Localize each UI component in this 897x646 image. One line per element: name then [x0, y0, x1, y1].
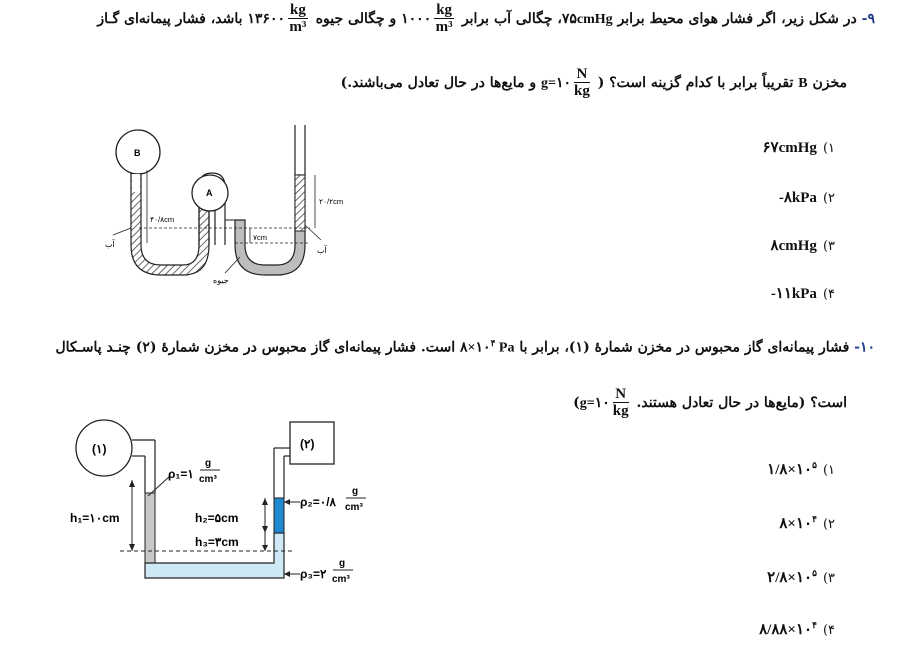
q10-text-c: است؟ (مایع‌ها در حال تعادل هستند. [636, 395, 847, 411]
q10-option-3[interactable] [767, 568, 835, 587]
q9-option-3-label: ۳) [822, 239, 835, 254]
q10-g-value: g=۱۰ [579, 396, 610, 411]
q10-rho2-unit-cm3: cm³ [345, 502, 363, 513]
q10-h1-label: h₁=۱۰cm [70, 511, 120, 525]
q9-h2-label: ۷cm [253, 233, 268, 242]
q10-rho3-label: ρ₃=۲ [300, 567, 327, 581]
q9-option-1-label: ۱) [822, 141, 835, 156]
q9-option-2-label: ۲) [822, 191, 835, 206]
q9-diagram [95, 125, 355, 285]
q10-option-3-value: $۲/۸\times ۱۰^۵$ [767, 568, 817, 586]
q10-text-a: فشار پیمانه‌ای گاز محبوس در مخزن شمارهٔ (۱)، برابر با [519, 339, 850, 356]
q10-diagram [60, 418, 380, 588]
q9-right-water [295, 175, 305, 231]
q9-g-unit-frac: $\frac{N}{kg}$ [574, 66, 590, 99]
q10-option-2[interactable] [779, 514, 835, 533]
q9-option-3-value: ۸cmHg [770, 238, 817, 254]
q10-liquid-rho2 [274, 498, 284, 533]
q10-option-1-value: $۱/۸\times ۱۰^۵$ [767, 460, 817, 478]
q10-option-1-label: ۱) [822, 463, 835, 478]
q10-tank-1-label: (۱) [92, 442, 107, 456]
q9-atm-pressure: ۷۵cmHg [561, 12, 613, 27]
q10-rho3-unit-g: g [339, 558, 346, 569]
q9-mercury-density: ۱۳۶۰۰ [247, 12, 285, 27]
q10-number: ۱۰- [854, 339, 875, 356]
q9-line2 [341, 66, 847, 100]
q10-liquid-rho1 [145, 493, 155, 563]
q9-option-1[interactable] [763, 138, 836, 157]
q9-mercury-unit-frac: $\frac{kg}{\text{m³}}$ [289, 2, 307, 35]
q9-water-density: ۱۰۰۰ [401, 12, 432, 27]
q10-option-4-value: $۸/۸۸\times ۱۰^۴$ [759, 620, 817, 638]
q10-text-b: است. فشار پیمانه‌ای گاز محبوس در مخزن شمارهٔ (۲) چنـد پاسـکال [55, 339, 456, 356]
q9-text-f: تقریباً برابر با کدام گزینه است؟ ( [597, 75, 794, 91]
q10-tank-2-label: (۲) [300, 437, 315, 451]
q10-rho1-label: ρ₁=۱ [168, 467, 194, 481]
q10-rho1-unit-cm3: cm³ [199, 474, 217, 485]
q10-option-2-label: ۲) [822, 517, 835, 532]
q9-text-b: ، چگالی آب برابر [461, 11, 562, 27]
q10-given-pressure: $۸\times ۱۰^۴$ Pa [460, 338, 515, 356]
q9-option-2[interactable] [779, 188, 835, 207]
q9-tank-b-label: B [134, 148, 141, 158]
q10-option-3-label: ۳) [822, 571, 835, 586]
q9-option-4-label: ۴) [822, 287, 835, 302]
q9-text-c: و چگالی جیوه [315, 11, 397, 27]
q9-option-2-value: -۸kPa [778, 190, 817, 206]
q9-text-e: مخزن [812, 75, 847, 91]
q9-h1-label: ۴۰/۸cm [150, 215, 175, 224]
q10-line2: است؟ (مایع‌ها در حال تعادل هستند. $\frac{N}{kg}$ g=۱۰) [573, 386, 847, 419]
q9-option-1-value: ۶۷cmHg [762, 140, 817, 156]
q9-text-a: در شکل زیر، اگر فشار هوای محیط برابر [617, 11, 857, 27]
q10-rho2-unit-g: g [352, 486, 359, 497]
q9-water-unit-frac: $\frac{kg}{\text{m³}}$ [435, 2, 453, 35]
q9-text-g: و مایع‌ها در حال تعادل می‌باشند.) [340, 75, 537, 91]
q10-rho1-unit-g: g [205, 458, 212, 469]
q9-text-d: باشد، فشار پیمانه‌ای گـاز [97, 11, 243, 27]
q10-option-4-label: ۴) [822, 623, 835, 638]
q9-g-value: g=۱۰ [540, 76, 571, 91]
q9-option-3[interactable] [771, 236, 835, 255]
q9-water-right-label: آب [317, 246, 327, 255]
q9-tank-a-label: A [206, 188, 213, 198]
q9-mercury-label: جیوه [213, 276, 229, 285]
q10-rho2-label: ρ₂=۰/۸ [300, 495, 336, 509]
q10-h3-label: h₃=۳cm [195, 535, 239, 549]
q9-option-4-value: -۱۱kPa [770, 286, 817, 302]
q10-option-4[interactable] [759, 620, 835, 639]
q9-line1 [97, 2, 875, 36]
q9-tank-label: B [798, 76, 808, 91]
q9-option-4[interactable] [771, 284, 835, 303]
q10-line1 [55, 338, 875, 357]
q10-option-1[interactable] [767, 460, 835, 479]
q10-option-2-value: $۸\times ۱۰^۴$ [779, 514, 817, 532]
q9-water-left-label: آب [105, 240, 115, 249]
q10-h2-label: h₂=۵cm [195, 511, 239, 525]
q9-h3-label: ۲۰/۲cm [319, 197, 344, 206]
q10-g-unit-frac: $\frac{N}{kg}$ [612, 386, 629, 419]
q9-number: ۹- [861, 11, 875, 27]
q10-rho3-unit-cm3: cm³ [332, 574, 350, 585]
